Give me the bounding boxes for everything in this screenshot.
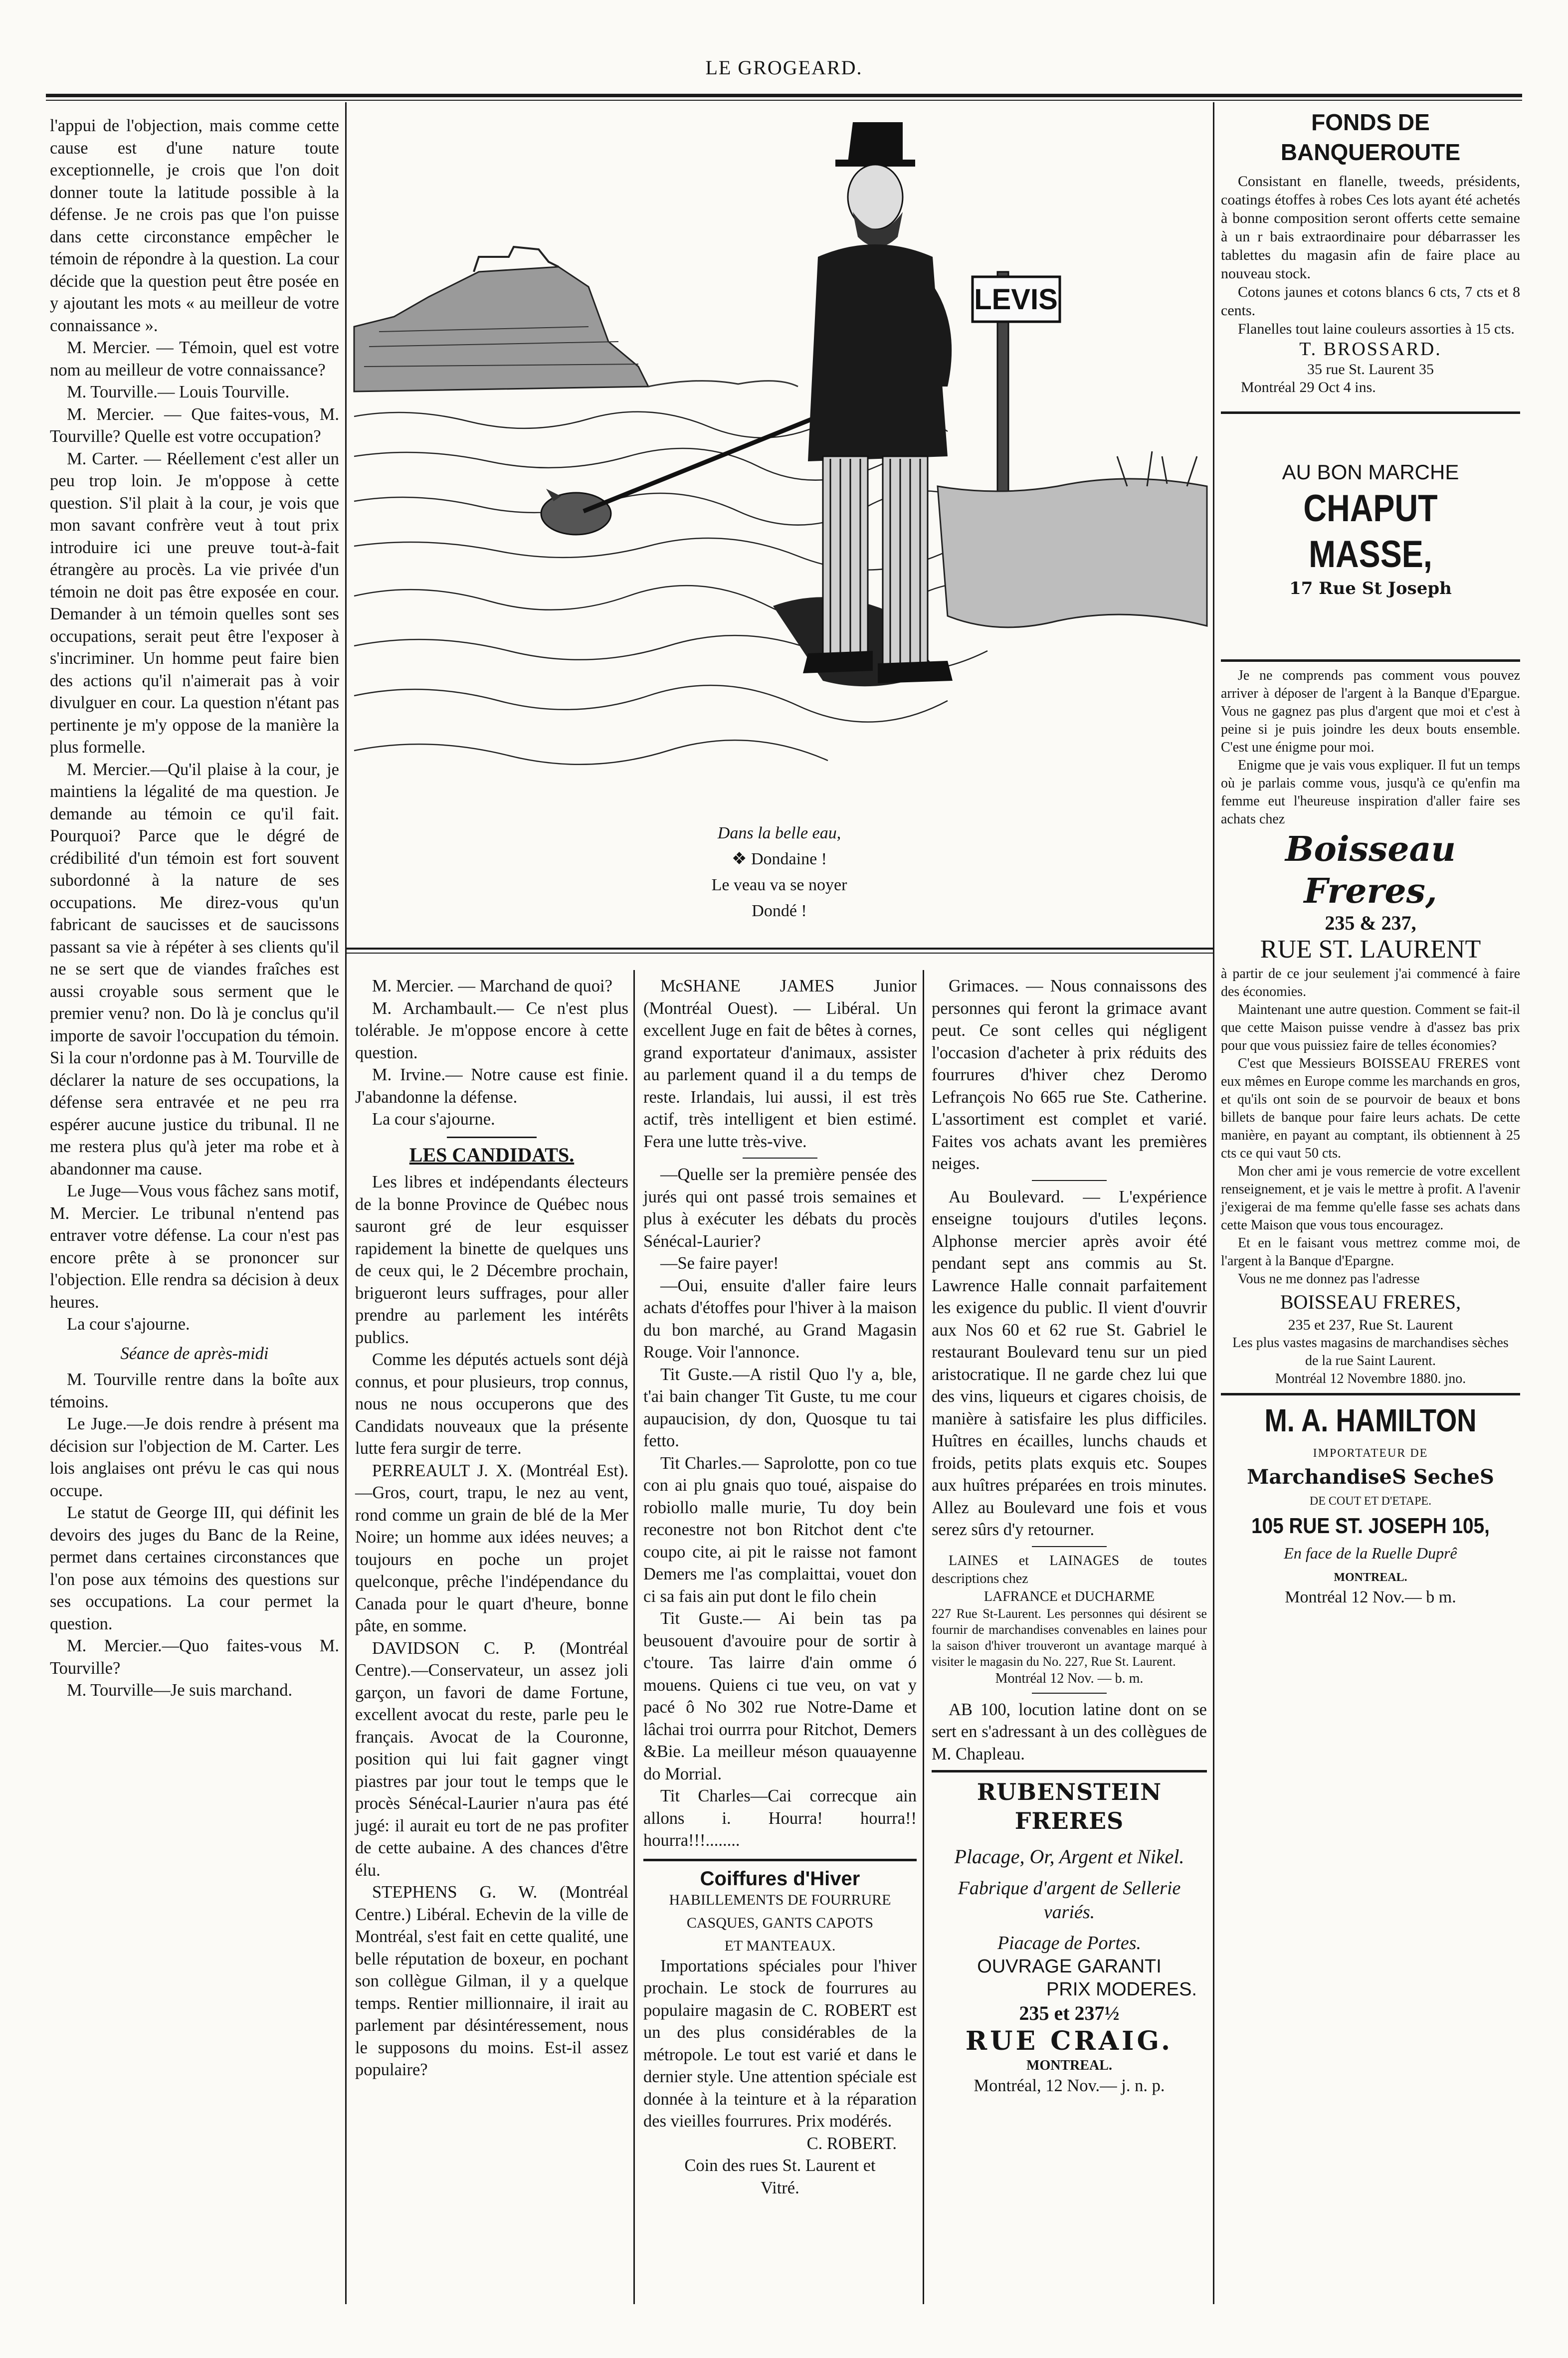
caption-line: Dondé ! [752, 902, 807, 920]
cartoon-sign-text: LEVIS [974, 283, 1058, 316]
paragraph: La cour s'ajourne. [372, 1110, 495, 1129]
cartoon-caption [349, 820, 1209, 924]
paragraph: M. Tourville.— Louis Tourville. [67, 383, 290, 401]
ad-line: OUVRAGE GARANTI [977, 1956, 1162, 1977]
ad-body: à partir de ce jour seulement j'ai commencé à faire des économies. [1221, 966, 1520, 999]
running-title: LE GROGEARD. [705, 56, 863, 79]
paragraph: McSHANE JAMES Junior (Montréal Ouest). — Libéral. Un excellent Juge en fait de bêtes à cornes, grand exportateur d'animaux, assister au parlement quand il a du temps de reste. Irlandais, lui aussi, il est très actif, très intelligent et bien estimé. Fera une lutte très-vive. [643, 977, 917, 1151]
ad-body: Flanelles tout laine couleurs assorties à 15 cts. [1238, 321, 1515, 337]
caption-line: Le veau va se noyer [711, 876, 847, 894]
paragraph: AB 100, locution latine dont on se sert en s'adressant à un des collègues de M. Chapleau. [932, 1700, 1207, 1764]
ad-address: 235 et 237, Rue St. Laurent [1288, 1317, 1453, 1333]
cartoon-bottom-rule [347, 948, 1213, 950]
ad-signature: Montréal, 12 Nov.— j. n. p. [974, 2076, 1165, 2095]
paragraph: Le Juge—Vous vous fâchez sans motif, M. Mercier. Le tribunal n'entend pas entraver votre défense. La cour n'est pas encore prête à se prononcer sur l'objection. Elle rendra sa décision à deux heures. [50, 1181, 339, 1312]
ad-firm: CHAPUT MASSE, [1303, 487, 1438, 576]
section-heading: LES CANDIDATS. [409, 1143, 575, 1166]
paragraph: —Quelle ser la première pensée des jurés qui ont passé trois semaines et plus à exécuter les débats du procès Sénécal-Laurier? [643, 1165, 917, 1251]
paragraph: M. Archambault.— Ce n'est plus tolérable. Je m'oppose encore à cette question. [355, 998, 628, 1062]
caption-line: ❖ Dondaine ! [732, 850, 827, 868]
ad-tagline: Les plus vastes magasins de marchandises sèches de la rue Saint Laurent. [1232, 1335, 1509, 1369]
ad-body: Vous ne me donnez pas l'adresse [1238, 1271, 1420, 1287]
ad-signature: T. BROSSARD. [1299, 339, 1442, 360]
cartoon [349, 107, 1209, 940]
divider [643, 1859, 917, 1861]
paragraph: M. Tourville rentre dans la boîte aux témoins. [50, 1370, 339, 1411]
ad-date: Montréal 12 Novembre 1880. jno. [1275, 1371, 1466, 1386]
paragraph: —Se faire payer! [660, 1254, 779, 1273]
ad-line: Placage, Or, Argent et Nikel. [954, 1845, 1184, 1868]
ad-line: MarchandiseS SecheS [1247, 1465, 1494, 1489]
ad-title: FONDS DE BANQUEROUTE [1280, 109, 1461, 165]
ad-address: 35 rue St. Laurent 35 [1307, 361, 1434, 378]
divider [1221, 659, 1520, 662]
ad-signature: Montréal 12 Nov.— b m. [1285, 1587, 1456, 1606]
ad-line: 235 & 237, [1325, 911, 1416, 934]
ad-line: HABILLEMENTS DE FOURRURE [669, 1891, 891, 1908]
paragraph: La cour s'ajourne. [67, 1315, 190, 1334]
divider [447, 1137, 537, 1138]
paragraph: l'appui de l'objection, mais comme cette cause est d'une nature toute exceptionnelle, je crois que l'on doit donner toute la latitude possible à la défense. Je ne crois pas que l'on puisse dans cette circonstance empêcher le témoin de répondre à la question. La cour décide que la question peut être posée en y ajoutant les mots « au meilleur de votre connaissance ». [50, 116, 339, 335]
ad-signature: C. ROBERT. [806, 2134, 897, 2153]
cartoon-bottom-rule-thin [347, 953, 1213, 954]
paragraph: PERREAULT J. X. (Montréal Est).—Gros, court, trapu, le nez au vent, rond comme un grain de blé de la Mer Noire; un homme aux idées neuves; a toujours en poche un projet quelconque, prêche l'indépendance du Canada pour le quart d'heure, bonne pâte, en somme. [355, 1461, 628, 1635]
paragraph: M. Mercier. — Marchand de quoi? [372, 977, 612, 995]
ad-line: AU BON MARCHE [1282, 460, 1459, 484]
ad-line: ET MANTEAUX. [724, 1937, 836, 1954]
ad-firm: RUBENSTEIN FRERES [977, 1778, 1162, 1834]
paragraph: M. Carter. — Réellement c'est aller un peu trop loin. Je m'oppose à cette question. S'il plait à la cour, je vois que mon savant confrère veut à tout prix introduire ici une preuve tout-à-fait étrangère au procès. La vie privée d'un témoin ne doit pas être exposée en cour. Demander à un témoin quelles sont ses occupations, serait peut être l'exposer à s'incriminer. Un homme peut faire bien des actions qu'il n'aimerait pas à voir divulguer en cour. La question n'étant pas pertinente je m'y oppose de la manière la plus formelle. [50, 449, 339, 757]
column-1 [50, 115, 339, 1702]
paragraph: M. Mercier. — Que faites-vous, M. Tourville? Quelle est votre occupation? [50, 404, 339, 446]
paragraph: DAVIDSON C. P. (Montréal Centre).—Conservateur, un assez joli garçon, un favori de dame Fortune, excellent avocat du reste, parle peu le français. Avocat de la Couronne, position qui lui fait gagner vingt piastres par jour tout le temps que le procès Sénécal-Laurier n'aura pas été jugé: il aurait eu tort de ne pas profiter de cette aubaine. A des chances d'être élu. [355, 1638, 628, 1880]
ad-signature: Montréal 12 Nov. — b. m. [995, 1670, 1144, 1686]
ad-firm: M. A. HAMILTON [1264, 1402, 1477, 1438]
ad-body: Et en le faisant vous mettrez comme moi, de l'argent à la Banque d'Epargne. [1221, 1235, 1520, 1269]
ad-firm: Boisseau Freres, [1285, 829, 1456, 911]
paragraph: Tit Guste.— Ai bein tas pa beusouent d'avouire pour de sortir à c'toure. Tas lairre d'ain omme ó mouens. Quiens ci tue veu, on vat y pacé ô No 302 rue Notre-Dame et lâchai troi ourrra pour Ritchot, Demers &Bie. La meilleur méson quauayenne do Morrial. [643, 1609, 917, 1783]
ad-line: IMPORTATEUR DE [1313, 1447, 1428, 1460]
paragraph: Les libres et indépendants électeurs de la bonne Province de Québec nous sauront gré de leur esquisser rapidement la binette de quelques uns de ceux qui, le 2 Décembre prochain, brigueront leurs suffrages, pour aller prendre au parlement les intérêts publics. [355, 1173, 628, 1347]
ad-line: MONTREAL. [1334, 1571, 1407, 1584]
ad-line: En face de la Ruelle Duprê [1284, 1544, 1457, 1562]
column-5 [1221, 107, 1520, 1608]
ad-date: Montréal 29 Oct 4 ins. [1241, 379, 1376, 395]
paragraph: Grimaces. — Nous connaissons des personnes qui feront la grimace avant peut. Ce sont celles qui négligent l'occasion d'acheter à prix réduits des fourrures d'hiver chez Deromo Lefrançois No 665 rue Ste. Catherine. L'assortiment est complet et varié. Faites vos achats avant les premières neiges. [932, 977, 1207, 1173]
paragraph: Tit Charles—Cai correcque ain allons i. Hourra! hourra!! hourra!!!........ [643, 1786, 917, 1850]
ad-line: 17 Rue St Joseph [1289, 578, 1452, 598]
divider [743, 1158, 817, 1159]
ad-body: 227 Rue St-Laurent. Les personnes qui désirent se fournir de marchandises convenables en laines pour la saison d'hiver trouveront un avantage marqué à visiter le magasin du No. 227, Rue St. Laurent. [932, 1606, 1207, 1669]
ad-line: RUE ST. LAURENT [1260, 935, 1481, 964]
paragraph: Au Boulevard. — L'expérience enseigne toujours d'utiles leçons. Alphonse mercier après avoir été pendant sept ans commis au St. Lawrence Halle connait parfaitement les exigence du public. Il vient d'ouvrir aux Nos 60 et 62 rue St. Gabriel le restaurant Boulevard tenu sur un pied aristocratique. Il ne garde chez lui que des vins, liqueurs et cigares choisis, de manière à satisfaire les plus difficiles. Huîtres en écailles, lunchs chauds et froids, petits plats exquis etc. Soupes aux huîtres préparées en trois minutes. Allez au Boulevard une fois et vous serez sûrs d'y retourner. [932, 1187, 1207, 1539]
ad-line: 105 RUE ST. JOSEPH 105, [1251, 1514, 1490, 1538]
ad-line: PRIX MODERES. [1046, 1979, 1197, 2000]
ad-title: LAINES et LAINAGES de toutes descriptions chez [932, 1553, 1207, 1586]
ad-address: Coin des rues St. Laurent et Vitré. [684, 2156, 876, 2197]
ad-body: Mon cher ami je vous remercie de votre excellent renseignement, et je vais le mettre à profit. A l'avenir j'exigerai de ma femme qu'elle fasse ses achats dans cette Maison que vous tous encouragez. [1221, 1164, 1520, 1233]
column-rule [633, 970, 635, 2304]
ad-firm: BOISSEAU FRERES, [1280, 1291, 1461, 1313]
paragraph: —Oui, ensuite d'aller faire leurs achats d'étoffes pour l'hiver à la maison du bon marché, au Grand Magasin Rouge. Voir l'annonce. [643, 1276, 917, 1362]
paragraph: M. Mercier. — Témoin, quel est votre nom au meilleur de votre connaissance? [50, 338, 339, 380]
ad-line: CASQUES, GANTS CAPOTS [686, 1914, 874, 1931]
divider [932, 1770, 1207, 1772]
ad-body: Consistant en flanelle, tweeds, présidents, coatings étoffes à robes Ces lots ayant été achetés à bonne composition seront offerts cette semaine à un r bais extraordinaire pour débarrasser les tablettes du magasin afin de faire place au nouveau stock. [1221, 173, 1520, 282]
ad-line: Piacage de Portes. [997, 1933, 1142, 1954]
column-rule [1213, 102, 1214, 2304]
divider [1032, 1546, 1107, 1547]
ad-firm: LAFRANCE et DUCHARME [983, 1588, 1155, 1604]
paragraph: Tit Charles.— Saprolotte, pon co tue con ai plu gnais quo toué, aispaise do robiollo malle murie, Tu doy bein reconestre not bon Ritchot dent c'te coupo cite, ai pit le raisse not famont Demers me l'as complaittai, vouet don ci sa fais ain put dont le filo chein [643, 1453, 917, 1606]
section-subhead: Séance de après-midi [120, 1344, 269, 1363]
paragraph: Le statut de George III, qui définit les devoirs des juges du Banc de la Reine, permet dans certaines circonstances que l'on pose aux témoins des questions sur ses occupations. La cour permet la question. [50, 1503, 339, 1633]
divider [1032, 1693, 1107, 1694]
ad-body: Maintenant une autre question. Comment se fait-il que cette Maison puisse vendre à d'assez bas prix pour que vous puissiez faire de telles économies? [1221, 1002, 1520, 1053]
ad-line: MONTREAL. [1026, 2058, 1112, 2073]
paragraph: M. Mercier.—Qu'il plaise à la cour, je maintiens la légalité de ma question. Je demande au témoin ce qu'il fait. Pourquoi? Parce que le dégré de crédibilité d'un témoin est fort souvent subordonné à la nature de ses occupations. Me direz-vous qu'un fabricant de saucisses et de saucissons passant sa vie à répéter à ses clients qu'il ne se sert que de viandes fraîches est aussi croyable sous serment que le premier venu? non. Do là je conclus qu'il importe de savoir l'occupation du témoin. Si la cour n'ordonne pas à M. Tourville de déclarer la nature de ses occupations, la défense sera entravée et ne peu rra espérer aucune justice du tribunal. Il ne me restera plus qu'à jeter ma robe et à abandonner ma cause. [50, 760, 339, 1179]
divider [1032, 1180, 1107, 1181]
paragraph: Tit Guste.—A ristil Quo l'y a, ble, t'ai bain changer Tit Guste, tu me cour aupaucision, dy don, Quosque tu tai fetto. [643, 1365, 917, 1450]
cartoon-illustration [349, 107, 1209, 815]
paragraph: M. Tourville—Je suis marchand. [67, 1681, 293, 1700]
ad-line: Fabrique d'argent de Sellerie variés. [958, 1878, 1181, 1923]
paragraph: M. Mercier.—Quo faites-vous M. Tourville? [50, 1636, 339, 1678]
paragraph: M. Irvine.— Notre cause est finie. J'abandonne la défense. [355, 1065, 628, 1107]
ad-body: C'est que Messieurs BOISSEAU FRERES vont eux mêmes en Europe comme les marchands en gros, et qu'ils ont soin de se pourvoir de beaux et bons billets de banque pour faire leurs achats. De cette manière, en payant au comptant, ils obtiennent à 25 cts ce qui vaut 50 cts. [1221, 1056, 1520, 1161]
ad-line: 235 et 237½ [1019, 2002, 1120, 2024]
ad-body: Importations spéciales pour l'hiver prochain. Le stock de fourrures au populaire magasin de C. ROBERT est un des plus considérables de la métropole. Le tout est varié et dans le dernier style. Une attention spéciale est donnée à la teinture et à la réparation des vieilles fourrures. Prix modérés. [643, 1956, 917, 2131]
ornament-icon: ❖ [732, 850, 747, 868]
top-rule-thin [46, 100, 1522, 101]
divider [1221, 1393, 1520, 1395]
column-3 [643, 975, 917, 2199]
column-4 [932, 975, 1207, 2097]
column-rule [923, 970, 924, 2304]
ad-body: Enigme que je vais vous expliquer. Il fut un temps où je parlais comme vous, jusqu'à ce qu'enfin ma femme eut l'heureuse inspiration d'aller faire ses achats chez [1221, 757, 1520, 827]
ad-line: RUE CRAIG. [965, 2026, 1174, 2056]
caption-line: Dans la belle eau, [717, 824, 841, 842]
ad-body: Cotons jaunes et cotons blancs 6 cts, 7 cts et 8 cents. [1221, 284, 1520, 319]
column-2 [355, 975, 628, 2081]
paragraph: Le Juge.—Je dois rendre à présent ma décision sur l'objection de M. Carter. Les lois anglaises ont prévu le cas qui nous occupe. [50, 1414, 339, 1500]
top-rule [46, 94, 1522, 97]
ad-body: Je ne comprends pas comment vous pouvez arriver à déposer de l'argent à la Banque d'Epargue. Vous ne gagnez pas plus d'argent que moi et c'est à peine si je puis joindre les deux bouts ensemble. C'est une énigme pour moi. [1221, 667, 1520, 755]
ad-line: DE COUT ET D'ETAPE. [1309, 1495, 1432, 1508]
paragraph: STEPHENS G. W. (Montréal Centre.) Libéral. Echevin de la ville de Montréal, s'est fait en cette qualité, une belle réputation de boxeur, en pochant son collègue Gilman, il y a quelque temps. Rentier millionnaire, il irait au parlement par désintéressement, nous le supposons du moins. Est-il assez populaire? [355, 1883, 628, 2079]
divider [1221, 411, 1520, 414]
ad-title: Coiffures d'Hiver [700, 1867, 860, 1890]
paragraph: Comme les députés actuels sont déjà connus, et pour plusieurs, trop connus, nous ne nous occuperons que des Candidats nouveaux que la présente lutte fera surgir de terre. [355, 1350, 628, 1458]
column-rule [345, 102, 347, 2304]
